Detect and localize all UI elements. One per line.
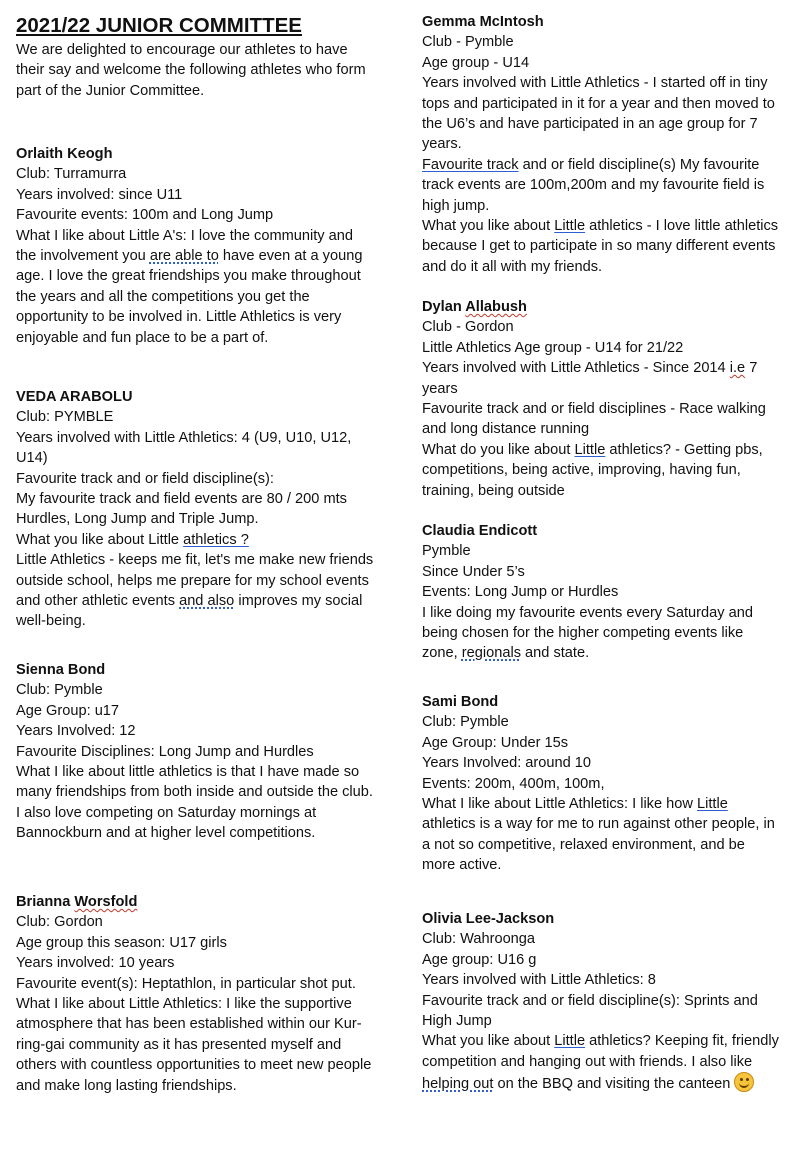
profile-events: Events: 200m, 400m, 100m, [422, 775, 605, 792]
spelling-flag: Allabush [465, 299, 527, 315]
profile-events: Favourite events: 100m and Long Jump [16, 207, 274, 224]
profile-fav: Favourite track and or field disciplines - Race walking and long distance running [422, 401, 766, 438]
profile-age: Age group this season: U17 girls [16, 934, 227, 951]
likes-text: athletics - I love little athletics because I get to participate in so many different events and do it all with my friends. [422, 218, 779, 275]
fav-text: and or field discipline(s) My favourite track events are 100m,200m and my favourite field is high jump. [422, 156, 765, 214]
name-first: Brianna [16, 894, 75, 910]
profile-fav-heading: Favourite track and or field discipline(s): [16, 470, 274, 487]
profile-likes [422, 440, 782, 501]
spelling-flag: i.e [729, 360, 746, 377]
profile-years: Years involved: 10 years [16, 955, 175, 972]
profile-club: Club - Gordon [422, 319, 514, 336]
profile-name: Sami Bond [422, 694, 499, 710]
profile-fav [422, 155, 782, 216]
profile-age: Age Group: u17 [16, 702, 120, 719]
name-first: Dylan [422, 299, 466, 315]
profile-like-question [16, 530, 376, 550]
profile-club: Pymble [422, 543, 471, 560]
likes-text: and state. [521, 645, 590, 662]
likes-text: athletics is a way for me to run against other people, in a not so competitive, relaxed environment, and be more active. [422, 816, 775, 874]
profile-likes [16, 550, 376, 632]
profile-years: Years Involved: around 10 [422, 755, 592, 772]
profile-orlaith-keogh [16, 144, 376, 348]
profile-since: Since Under 5’s [422, 563, 525, 580]
profile-likes [422, 794, 782, 876]
likes-text: athletics? Keeping fit, friendly competition and hanging out with friends. I also like [422, 1033, 779, 1070]
profile-name [422, 297, 782, 317]
profile-brianna-worsfold [16, 892, 376, 1096]
likes-text: athletics? - Getting pbs, competitions, being active, improving, having fun, training, being outside [422, 441, 763, 499]
profile-club: Club: Pymble [16, 682, 103, 699]
likes-text: What you like about [422, 218, 555, 235]
grammar-flag: Little [696, 796, 728, 813]
profile-events: Favourite event(s): Heptathlon, in particular shot put. [16, 975, 356, 992]
profile-dylan-allabush [422, 297, 782, 501]
likes-text: I like doing my favourite events every Saturday and being chosen for the higher competing events like zone, [422, 604, 753, 662]
profile-disciplines: Favourite Disciplines: Long Jump and Hurdles [16, 743, 314, 760]
profile-events: Events: Long Jump or Hurdles [422, 584, 619, 601]
question-text: What you like about Little [16, 531, 184, 548]
grammar-flag: helping out [422, 1076, 494, 1093]
likes-text: What do you like about [422, 441, 575, 458]
profile-veda-arabolu [16, 387, 376, 632]
years-text: Years involved with Little Athletics - Since 2014 [422, 360, 730, 377]
grammar-flag: Little [554, 1033, 586, 1050]
grammar-flag: regionals [461, 645, 521, 662]
profile-years: Years Involved: 12 [16, 723, 136, 740]
years-text: 7 years [422, 360, 758, 397]
profile-age: Little Athletics Age group - U14 for 21/22 [422, 339, 684, 356]
intro-paragraph: We are delighted to encourage our athletes to have their say and welcome the following athletes who form part of the Junior Committee. [16, 42, 366, 99]
profile-likes [422, 603, 782, 664]
profile-name [16, 892, 376, 912]
profile-years [422, 358, 782, 399]
profile-club: Club: Gordon [16, 914, 103, 931]
profile-fav: My favourite track and field events are 80 / 200 mts Hurdles, Long Jump and Triple Jump. [16, 491, 347, 528]
profile-club: Club: Pymble [422, 714, 509, 731]
profile-years: Years involved with Little Athletics - I started off in tiny tops and participated in it for a year and then moved to the U6’s and have participated in an age group for 7 years. [422, 75, 775, 153]
profile-club: Club - Pymble [422, 34, 514, 51]
profile-club: Club: PYMBLE [16, 409, 114, 426]
profile-name: Orlaith Keogh [16, 146, 113, 162]
profile-olivia-lee-jackson [422, 909, 782, 1095]
grinning-face-icon [734, 1072, 754, 1092]
profile-name: VEDA ARABOLU [16, 389, 133, 405]
spelling-flag: Worsfold [74, 894, 138, 910]
profile-name: Sienna Bond [16, 662, 106, 678]
profile-years: Years involved with Little Athletics: 4 (U9, U10, U12, U14) [16, 429, 352, 467]
profile-likes [422, 1031, 782, 1094]
likes-text: What you like about [422, 1033, 555, 1050]
profile-age: Age group: U16 g [422, 951, 537, 968]
page-title: 2021/22 JUNIOR COMMITTEE [16, 14, 302, 37]
profile-sami-bond [422, 692, 782, 876]
likes-text: improves my social well-being. [16, 593, 363, 630]
profile-years: Years involved with Little Athletics: 8 [422, 972, 656, 989]
profile-name: Claudia Endicott [422, 523, 538, 539]
profile-age: Age Group: Under 15s [422, 734, 569, 751]
profile-likes [16, 226, 376, 348]
profile-age: Age group - U14 [422, 54, 530, 71]
profile-gemma-mcintosh [422, 12, 782, 277]
likes-text: have even at a young age. I love the great friendships you make throughout the years and all the competitions you get the opportunity to be involved in. Little Athletics is very enjoyable and fun place to be a part of. [16, 248, 363, 346]
likes-text: on the BBQ and visiting the canteen [493, 1076, 731, 1093]
grammar-flag: athletics ? [183, 531, 249, 548]
profile-club: Club: Wahroonga [422, 931, 536, 948]
profile-years: Years involved: since U11 [16, 186, 183, 203]
profile-likes: What I like about Little Athletics: I like the supportive atmosphere that has been established within our Kur-ring-gai community as it has presented myself and others with countless opportunities to meet new people and make long lasting friendships. [16, 996, 372, 1094]
profile-fav: Favourite track and or field discipline(s): Sprints and High Jump [422, 992, 758, 1030]
likes-text: Little Athletics - keeps me fit, let's me make new friends outside school, helps me prepare for my school events and other athletic events [16, 552, 374, 610]
profile-name: Olivia Lee-Jackson [422, 911, 555, 927]
grammar-flag: Favourite track [422, 156, 519, 173]
grammar-flag: and also [179, 593, 235, 610]
likes-text: What I like about Little Athletics: I like how [422, 796, 697, 813]
profile-likes [422, 216, 782, 277]
grammar-flag: are able to [149, 248, 219, 265]
profile-name: Gemma McIntosh [422, 14, 544, 30]
grammar-flag: Little [554, 218, 586, 235]
profile-club: Club: Turramurra [16, 166, 127, 183]
profile-likes: What I like about little athletics is that I have made so many friendships from both inside and outside the club. I also love competing on Saturday mornings at Bannockburn and at higher level competitions. [16, 764, 373, 842]
likes-text: What I like about Little A's: I love the community and the involvement you [16, 227, 353, 265]
profile-claudia-endicott [422, 521, 782, 664]
profile-sienna-bond [16, 660, 376, 844]
grammar-flag: Little [574, 441, 606, 458]
